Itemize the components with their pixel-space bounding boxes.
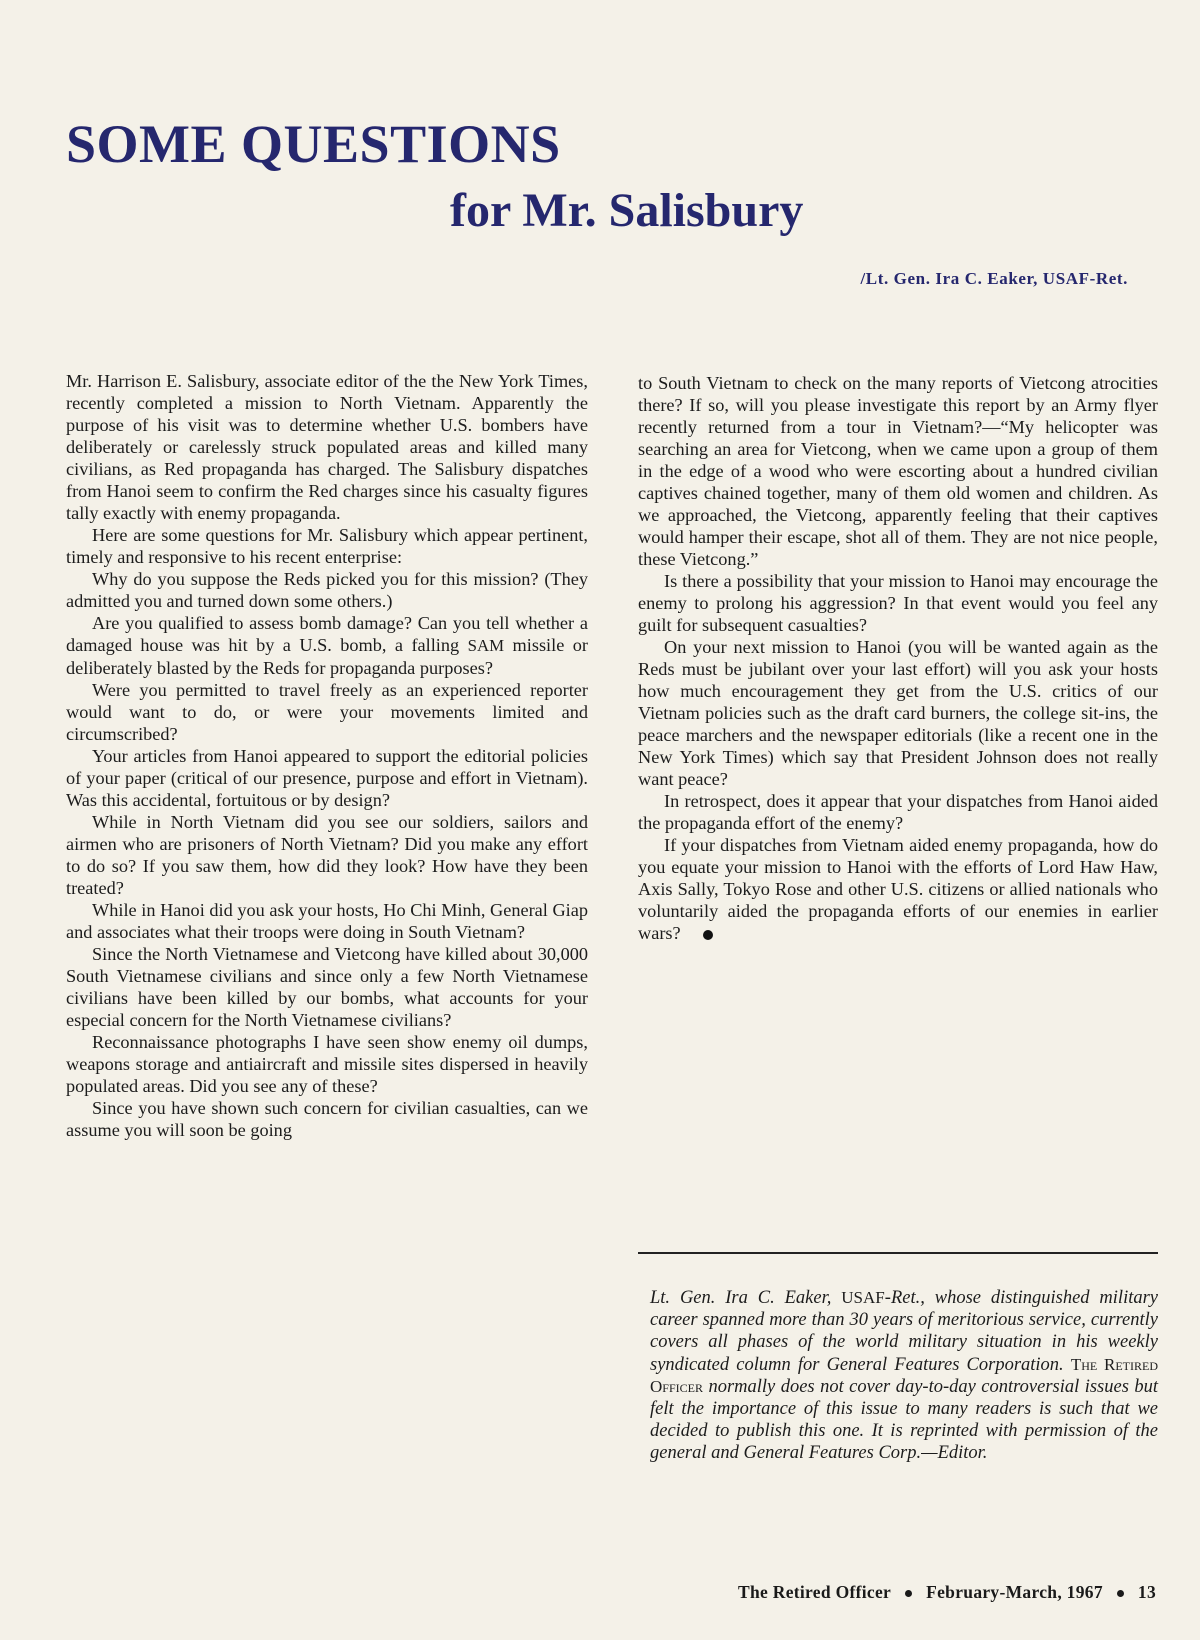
paragraph: Were you permitted to travel freely as an experienced reporter would want to do, or were your movements limited and circumscribed? [66, 680, 588, 744]
paragraph: Why do you suppose the Reds picked you for this mission? (They admitted you and turned down some others.) [66, 569, 588, 611]
paragraph: Since the North Vietnamese and Vietcong have killed about 30,000 South Vietnamese civilians and since only a few North Vietnamese civilians have been killed by our bombs, what accounts for your especial concern for the North Vietnamese civilians? [66, 944, 588, 1030]
separator-dot-icon [1117, 1590, 1124, 1597]
paragraph-text: Are you qualified to assess bomb damage? Can you tell whether a damaged house was hit by a U.S. bomb, a falling [66, 613, 588, 655]
paragraph: Reconnaissance photographs I have seen show enemy oil dumps, weapons storage and antiaircraft and missile sites dispersed in heavily populated areas. Did you see any of these? [66, 1032, 588, 1096]
page-number: 13 [1137, 1582, 1156, 1602]
paragraph: Is there a possibility that your mission to Hanoi may encourage the enemy to prolong his aggression? In that event would you feel any guilt for subsequent casualties? [638, 571, 1158, 635]
paragraph-text: If your dispatches from Vietnam aided enemy propaganda, how do you equate your mission to Hanoi with the efforts of Lord Haw Haw, Axis Sally, Tokyo Rose and other U.S. citizens or allied nationals who voluntarily aided the propaganda efforts of our enemies in earlier wars? [638, 835, 1158, 943]
article-title-line1: SOME QUESTIONS [66, 114, 561, 174]
magazine-name: The Retired Officer [650, 1354, 1158, 1396]
editor-note-text: Lt. Gen. Ira C. Eaker, [650, 1288, 832, 1308]
paragraph: While in Hanoi did you ask your hosts, Ho Chi Minh, General Giap and associates what their troops were doing in South Vietnam? [66, 900, 588, 942]
editor-note-text: normally does not cover day-to-day controversial issues but felt the importance of this issue to many readers is such that we decided to publish this one. It is reprinted with permission of the general and General Features Corp.—Editor. [650, 1376, 1159, 1464]
article-title-line2: for Mr. Salisbury [450, 184, 804, 237]
separator-dot-icon [905, 1590, 912, 1597]
paragraph: On your next mission to Hanoi (you will be wanted again as the Reds must be jubilant over your last effort) will you ask your hosts how much encouragement they get from the U.S. critics of our Vietnam policies such as the draft card burners, the college sit-ins, the peace marchers and the newspaper editorials (like a recent one in the New York Times) which say that President Johnson does not really want peace? [638, 637, 1158, 789]
left-column [66, 370, 588, 1141]
divider [638, 1252, 1158, 1254]
sam-term: SAM [467, 636, 505, 655]
editor-note-text: -Ret., whose distinguished military career spanned more than 30 years of meritorious service, currently covers all phases of the world military situation in his weekly syndicated column for General Features Corporation. [650, 1288, 1159, 1375]
paragraph: Mr. Harrison E. Salisbury, associate editor of the the New York Times, recently completed a mission to North Vietnam. Apparently the purpose of his visit was to determine whether U.S. bombers have deliberately or carelessly struck populated areas and killed many civilians, as Red propaganda has charged. The Salisbury dispatches from Hanoi seem to confirm the Red charges since his casualty figures tally exactly with enemy propaganda. [66, 371, 588, 523]
right-column [638, 372, 1158, 944]
byline: /Lt. Gen. Ira C. Eaker, USAF-Ret. [860, 269, 1128, 288]
paragraph-text: missile or deliberately blasted by the Reds for propaganda purposes? [66, 635, 588, 678]
paragraph: Your articles from Hanoi appeared to support the editorial policies of your paper (critical of our presence, purpose and effort in Vietnam). Was this accidental, fortuitous or by design? [66, 746, 588, 810]
footer-magazine: The Retired Officer [738, 1582, 892, 1602]
usaf-term: USAF [841, 1288, 885, 1307]
page-footer [738, 1582, 1156, 1603]
paragraph [66, 612, 588, 679]
paragraph: While in North Vietnam did you see our soldiers, sailors and airmen who are prisoners of North Vietnam? Did you make any effort to do so? If you saw them, how did they look? How have they been treated? [66, 812, 588, 898]
paragraph: In retrospect, does it appear that your dispatches from Hanoi aided the propaganda effort of the enemy? [638, 791, 1158, 833]
paragraph: Since you have shown such concern for civilian casualties, can we assume you will soon be going [66, 1098, 588, 1140]
paragraph: Here are some questions for Mr. Salisbury which appear pertinent, timely and responsive to his recent enterprise: [66, 525, 588, 567]
footer-issue: February-March, 1967 [926, 1582, 1103, 1602]
paragraph [638, 834, 1158, 944]
end-mark-icon [703, 930, 713, 940]
paragraph: to South Vietnam to check on the many reports of Vietcong atrocities there? If so, will you please investigate this report by an Army flyer recently returned from a tour in Vietnam?—“My helicopter was searching an area for Vietcong, when we came upon a group of them in the edge of a wood who were escorting about a hundred civilian captives chained together, many of them old women and children. As we approached, the Vietcong, apparently feeling that their captives would hamper their escape, shot all of them. They are not nice people, these Vietcong.” [638, 373, 1158, 569]
editor-note [650, 1287, 1158, 1465]
